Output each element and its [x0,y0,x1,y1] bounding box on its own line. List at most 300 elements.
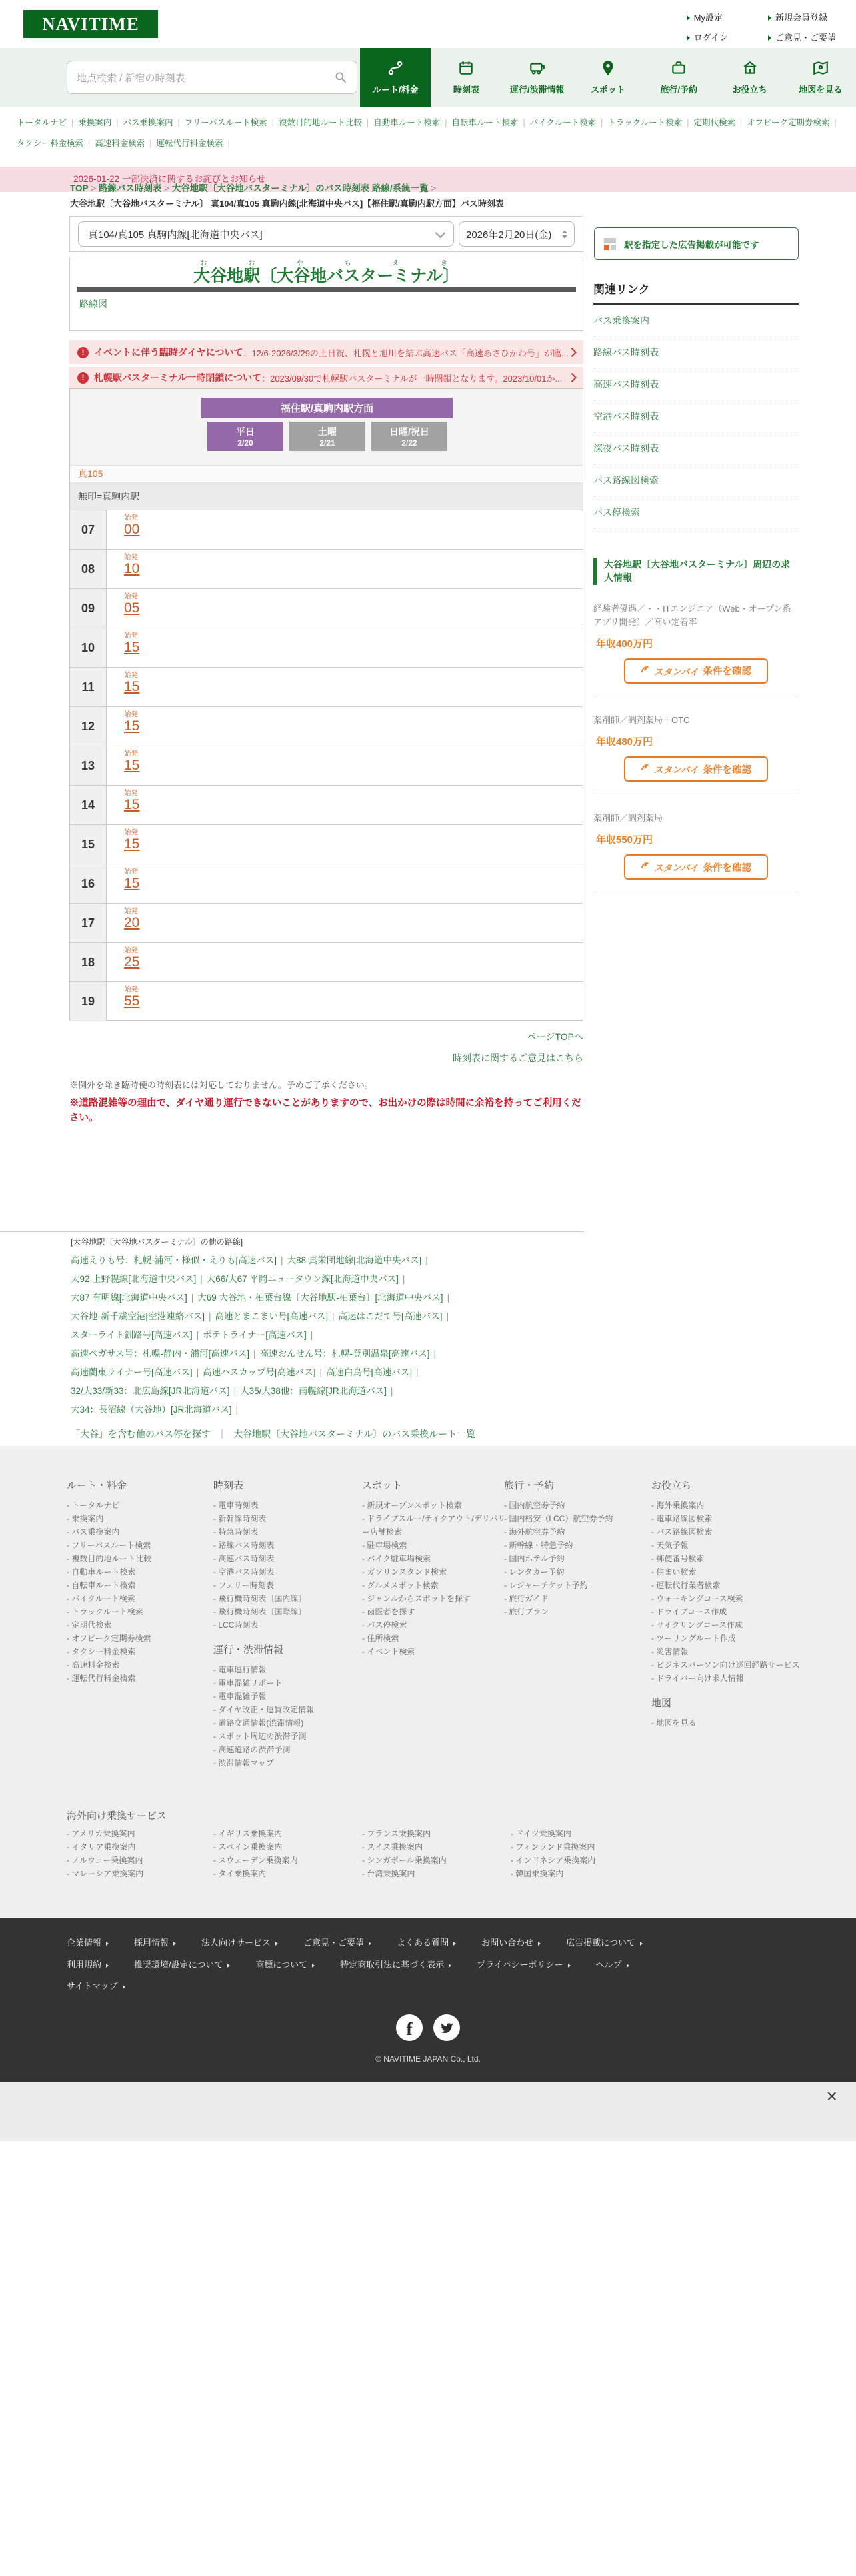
job-check-button[interactable] [624,756,768,782]
footer-link[interactable]: - 電車混雑リポート [213,1678,283,1688]
footer-link[interactable]: - 運転代行業者検索 [651,1581,721,1590]
other-route-line [71,1326,584,1345]
footer-link[interactable]: - グルメスポット検索 [362,1581,439,1590]
job-salary: 年収480万円 [596,736,653,748]
footer-link[interactable]: - 天気予報 [651,1541,689,1550]
corporate-link[interactable]: 広告掲載について [566,1936,643,1948]
overseas-link[interactable]: - マレーシア乗換案内 [67,1869,144,1878]
jobs-title: 大谷地駅〔大谷地バスターミナル〕周辺の求人情報 [593,558,799,585]
overseas-link[interactable]: - ノルウェー乗換案内 [67,1856,143,1865]
hour-label: 14 [70,786,107,824]
departure-minute-link[interactable]: 15 [124,640,140,656]
footer-link[interactable]: - バイクルート検索 [67,1594,135,1603]
footer-link[interactable]: - 駐車場検索 [362,1541,407,1550]
close-icon[interactable]: × [826,2086,837,2106]
footer-link[interactable]: - バス停検索 [362,1620,407,1630]
related-link[interactable]: 深夜バス時刻表 [593,432,799,464]
footer-section-title: 運行・渋滞情報 [213,1644,284,1656]
divider-bar [77,287,576,292]
triangle-icon [453,1942,456,1946]
departure [124,710,139,746]
nav-tab-地図を見る[interactable]: 地図を見る [785,48,856,107]
nav-tab-スポット[interactable]: スポット [573,48,643,107]
subnav-link[interactable]: 乗換案内 [78,118,112,127]
page-top-link[interactable]: ページTOPへ [527,1031,583,1042]
footer-link[interactable]: - 高速バス時刻表 [213,1554,275,1563]
subnav-link[interactable]: 運転代行料金検索 [156,139,223,148]
corporate-link[interactable]: 推奨環境/設定について [134,1958,230,1970]
footer-link[interactable]: - 住所検索 [362,1634,399,1643]
other-route-link[interactable]: 大谷地-新千歳空港[空港連絡バス] [71,1311,205,1321]
overseas-link[interactable]: - 台湾乗換案内 [362,1869,415,1878]
departure-tag: 始発 [124,907,138,915]
header-link[interactable]: ログイン [687,31,728,43]
corporate-link[interactable]: ご意見・ご要望 [303,1936,371,1948]
breadcrumb-link[interactable]: 路線バス時刻表 [98,183,162,193]
footer-link[interactable]: - 乗換案内 [67,1514,104,1523]
related-link[interactable]: バス乗換案内 [593,305,799,336]
header-link[interactable]: 新規会員登録 [768,11,836,23]
alert-body: ：2023/09/30で札幌駅バスターミナルが一時閉鎖となります。2023/10/01か... [261,373,563,384]
route-icon [387,59,404,79]
minutes-cell [107,864,139,903]
footer-link[interactable]: - 運転代行料金検索 [67,1674,136,1683]
footer-column-route [67,1478,203,1685]
footer-link[interactable]: - バス乗換案内 [67,1527,120,1537]
corporate-link[interactable]: 採用情報 [134,1936,176,1948]
nav-tab-時刻表[interactable]: 時刻表 [431,48,501,107]
other-route-link[interactable]: 高速はこだて号[高速バス] [338,1311,443,1321]
notice-date: 2026-01-22 [73,174,120,184]
footer-link[interactable]: - トータルナビ [67,1501,120,1510]
departure-tag: 始発 [124,553,138,561]
timetable-row [70,825,583,864]
separator: | [209,1311,211,1321]
job-item [593,812,799,892]
departure-minute-link[interactable]: 15 [124,758,140,774]
overseas-link[interactable]: - スウェーデン乗換案内 [213,1856,298,1865]
other-route-link[interactable]: 32/大33/新33：北広島線[JR北海道バス] [71,1386,230,1396]
triangle-icon [173,1942,176,1946]
spinner-up-icon[interactable] [562,230,567,233]
subnav-link[interactable]: タクシー料金検索 [17,139,84,148]
other-route-link[interactable]: 大92 上野幌線[北海道中央バス] [71,1274,197,1284]
departure-minute-link[interactable]: 15 [124,679,140,695]
other-route-line [71,1251,584,1270]
footer-section-title: スポット [362,1480,403,1491]
departure-minute-link[interactable]: 05 [124,600,140,616]
footer-link[interactable]: - レジャーチケット予約 [504,1581,588,1590]
footer-link[interactable]: - 新幹線・特急予約 [504,1541,573,1550]
other-route-link[interactable]: 高速えりも号：札幌-浦河・様似・えりも[高速バス] [71,1255,277,1265]
day-tabs [207,422,447,451]
footer-link[interactable]: - 電車時刻表 [213,1501,259,1510]
footer-link[interactable]: - LCC時刻表 [213,1620,259,1630]
footer-link[interactable]: - 定期代検索 [67,1620,112,1630]
separator: | [447,1293,450,1303]
footer-column-useful [651,1478,808,1730]
route-map-link[interactable]: 路線図 [79,299,107,309]
timetable-row [70,864,583,904]
overseas-link[interactable]: - フィンランド乗換案内 [511,1842,595,1852]
separator: | [71,118,74,127]
separator: | [200,1274,203,1284]
other-route-link[interactable]: 高速おんせん号：札幌-登別温泉[高速バス] [259,1349,430,1359]
route-badge: 真105 [70,465,583,483]
footer-link[interactable]: - ジャンルからスポットを探す [362,1594,471,1603]
footer-link[interactable]: - 電車運行情報 [213,1665,267,1674]
separator: | [191,1293,194,1303]
footer-link[interactable]: - スポット周辺の渋滞予測 [213,1732,307,1741]
alert-banner[interactable] [69,367,583,388]
related-link[interactable]: バス停検索 [593,496,799,528]
departure-minute-link[interactable]: 20 [124,915,140,931]
social-icons [0,2014,856,2041]
search-input[interactable] [67,61,357,94]
date-spinner[interactable] [562,230,567,239]
related-link[interactable]: 空港バス時刻表 [593,400,799,432]
station-title-box [69,257,583,331]
corporate-link[interactable]: サイトマップ [67,1979,125,1992]
hour-label: 09 [70,589,107,628]
subnav-link[interactable]: 複数目的地ルート比較 [278,118,362,127]
notes [69,1078,583,1126]
footer-link[interactable]: - 自動車ルート検索 [67,1567,136,1577]
overseas-link[interactable]: - インドネシア乗換案内 [511,1856,596,1865]
sidebar [593,280,799,892]
footer-link[interactable]: - 空港バス時刻表 [213,1567,275,1577]
footer-link[interactable]: - ガソリンスタンド検索 [362,1567,447,1577]
departure [124,632,139,667]
departure-tag: 始発 [124,789,138,797]
separator: | [366,118,369,127]
footer-link[interactable]: - 旅行プラン [504,1607,549,1616]
timetable-legend: 無印=真駒内駅 [70,483,583,510]
footer-link[interactable]: - イベント検索 [362,1647,415,1656]
footer-link[interactable]: - 国内航空券予約 [504,1501,565,1510]
travel-icon [670,59,687,79]
job-brand-logo: スタンバイ [653,666,699,677]
other-route-link[interactable]: 高速とまこまい号[高速バス] [215,1311,329,1321]
exclamation-icon: ! [77,372,89,384]
subnav-row-2 [17,137,856,149]
departure [124,907,139,942]
overseas-link[interactable]: - スイス乗換案内 [362,1842,423,1852]
footer-section-title: 旅行・予約 [504,1480,555,1491]
corporate-link[interactable]: 企業情報 [67,1936,109,1948]
overseas-link[interactable]: - シンガポール乗換案内 [362,1856,447,1865]
departure-minute-link[interactable]: 15 [124,876,140,892]
footer-link[interactable]: - バス路線図検索 [651,1527,713,1537]
departure-tag: 始発 [124,828,138,836]
hour-label: 18 [70,943,107,981]
footer-link[interactable]: - 特急時刻表 [213,1527,259,1537]
other-route-link[interactable]: スターライト釧路号[高速バス] [71,1330,193,1340]
bus-stop-search-link[interactable]: 大谷地駅〔大谷地バスターミナル〕のバス乗換ルート一覧 [233,1429,476,1439]
footer-link[interactable]: - フリーパスルート検索 [67,1541,151,1550]
footer-link[interactable]: - ダイヤ改正・運賃改定情報 [213,1705,315,1714]
navitime-logo[interactable]: NAVITIME [23,10,158,38]
corporate-link[interactable]: 特定商取引法に基づく表示 [340,1958,451,1970]
separator: | [227,139,230,148]
other-route-link[interactable]: 高速白鳥号[高速バス] [326,1367,413,1377]
footer-link[interactable]: - タクシー料金検索 [67,1647,136,1656]
footer-link[interactable]: - サイクリングコース作成 [651,1620,743,1630]
footer-link[interactable]: - ビジネスパーソン向け巡回経路サービス [651,1660,800,1670]
footer-link[interactable]: - 海外乗換案内 [651,1501,705,1510]
minutes-cell [107,589,139,628]
nav-tab-ルート/料金[interactable]: ルート/料金 [360,48,431,107]
overseas-title: 海外向け乗換サービス [67,1810,167,1822]
overseas-link[interactable]: - フランス乗換案内 [362,1829,431,1838]
other-route-link[interactable]: 大35/大38他：南幌線[JR北海道バス] [240,1386,387,1396]
footer-section-title: 地図 [651,1698,672,1709]
hour-label: 19 [70,982,107,1021]
footer-link[interactable]: - 新規オープンスポット検索 [362,1501,462,1510]
subnav-link[interactable]: バイクルート検索 [529,118,597,127]
overseas-link[interactable]: - タイ乗換案内 [213,1869,267,1878]
departure-minute-link[interactable]: 15 [124,797,140,813]
separator: | [445,118,447,127]
twitter-icon[interactable] [433,2014,460,2041]
overseas-link[interactable]: - ドイツ乗換案内 [511,1829,571,1838]
subnav-link[interactable]: 定期代検索 [693,118,736,127]
timetable-row [70,628,583,668]
subnav-link[interactable]: フリーパスルート検索 [184,118,267,127]
footer-link[interactable]: - バイク駐車場検索 [362,1554,431,1563]
footer-link[interactable]: - 新幹線時刻表 [213,1514,267,1523]
related-links-title: 関連リンク [593,280,799,305]
footer-link[interactable]: - 道路交通情報(渋滞情報) [213,1718,304,1728]
footer-link[interactable]: - ドライバー向け求人情報 [651,1674,744,1683]
footer-link[interactable]: - 郵便番号検索 [651,1554,705,1563]
departure [124,553,139,588]
triangle-icon [627,1964,629,1968]
subnav-link[interactable]: トラックルート検索 [607,118,683,127]
corporate-link[interactable]: 法人向けサービス [201,1936,278,1948]
other-route-line [71,1289,584,1307]
footer-link[interactable]: - 住まい検索 [651,1567,697,1577]
subnav-link[interactable]: オフピーク定期券検索 [747,118,830,127]
triangle-icon [312,1964,315,1968]
timetable-row [70,668,583,707]
footer-link[interactable]: - トラックルート検索 [67,1607,143,1616]
spinner-down-icon[interactable] [562,235,567,239]
overseas-link[interactable]: - アメリカ乗換案内 [67,1829,135,1838]
footer-section-title: ルート・料金 [67,1480,127,1491]
subnav-link[interactable]: バス乗換案内 [123,118,173,127]
departure-tag: 始発 [124,671,138,679]
other-route-link[interactable]: 大88 真栄団地線[北海道中央バス] [287,1255,422,1265]
other-route-link[interactable]: 大87 有明線[北海道中央バス] [71,1293,187,1303]
ad-grid-icon [603,237,617,251]
footer-link[interactable]: - 災害情報 [651,1647,689,1656]
corporate-link[interactable]: お問い合わせ [481,1936,541,1948]
job-button-label: 条件を確認 [703,862,752,874]
day-tab-平日[interactable]: 平日 2/20 [207,422,283,451]
footer-link[interactable]: - フェリー時刻表 [213,1581,274,1590]
nav-tab-旅行/予約[interactable]: 旅行/予約 [643,48,714,107]
other-route-link[interactable]: 高速ペガサス号：札幌-静内・浦河[高速バス] [71,1349,249,1359]
corporate-link[interactable]: よくある質問 [397,1936,456,1948]
hour-label: 13 [70,746,107,785]
pen-icon [641,665,649,677]
footer-link[interactable]: - 電車混雑予報 [213,1692,267,1701]
departure-minute-link[interactable]: 55 [124,993,140,1009]
note-red: ※道路混雑等の理由で、ダイヤ通り運行できないことがありますので、お出かけの際は時間に余裕を持ってご利用ください。 [69,1098,581,1123]
departure [124,671,139,706]
job-button-label: 条件を確認 [703,666,752,678]
departure-minute-link[interactable]: 15 [124,718,140,734]
site-footer [0,1446,856,1918]
footer-link[interactable]: - 歯医者を探す [362,1607,415,1616]
minutes-cell [107,707,139,746]
footer-link[interactable]: - 飛行機時刻表〔国内線〕 [213,1594,307,1603]
triangle-icon [687,15,690,21]
footer-link[interactable]: - 地図を見る [651,1718,697,1728]
footer-link[interactable]: - 海外航空券予約 [504,1527,565,1537]
triangle-icon [568,1964,571,1968]
footer-link[interactable]: - ドライブコース作成 [651,1607,727,1616]
footer-link[interactable]: - ドライブスルー/テイクアウト/デリバリー店舗検索 [362,1514,506,1537]
route-select[interactable] [78,221,454,247]
separator: | [149,139,152,148]
footer-column-timetable [213,1478,350,1770]
corporate-link[interactable]: プライバシーポリシー [477,1958,570,1970]
station-ad-box[interactable] [594,227,799,260]
job-item [593,602,799,696]
footer-link[interactable]: - 高速道路の渋滞予測 [213,1745,291,1754]
day-tab-土曜[interactable]: 土曜 2/21 [289,422,365,451]
other-route-link[interactable]: 大34：長沼線（大谷地）[JR北海道バス] [71,1405,232,1415]
departure-minute-link[interactable]: 25 [124,954,140,970]
header [0,0,856,48]
other-route-line [71,1270,584,1289]
footer-link[interactable]: - レンタカー予約 [504,1567,565,1577]
timetable-row [70,746,583,786]
job-check-button[interactable] [624,658,768,684]
day-tab-日曜/祝日[interactable]: 日曜/祝日 2/22 [371,422,447,451]
triangle-icon [369,1942,371,1946]
useful-icon [741,59,759,79]
footer-link[interactable]: - 電車路線図検索 [651,1514,713,1523]
corporate-link[interactable]: ヘルプ [596,1958,629,1970]
departure [124,985,139,1021]
footer-link[interactable]: - オフピーク定期券検索 [67,1634,151,1643]
ad-banner-placeholder [0,2082,856,2141]
footer-link[interactable]: - 高速料金検索 [67,1660,120,1670]
facebook-icon[interactable]: f [396,2014,423,2041]
overseas-link[interactable]: - イギリス乗換案内 [213,1829,283,1838]
footer-link[interactable]: - ウォーキングコース検索 [651,1594,743,1603]
overseas-link[interactable]: - 韓国乗換案内 [511,1869,564,1878]
departure-tag: 始発 [124,514,138,522]
other-route-line [71,1363,584,1382]
other-route-link[interactable]: ポテトライナー[高速バス] [203,1330,307,1340]
overseas-link[interactable]: - イタリア乗換案内 [67,1842,136,1852]
timetable-feedback-link[interactable]: 時刻表に関するご意見はこちら [453,1053,583,1063]
subnav-link[interactable]: 自転車ルート検索 [451,118,519,127]
separator: | [196,1330,199,1340]
chevron-right-icon [567,373,577,382]
footer-link[interactable]: - 旅行ガイド [504,1594,549,1603]
footer-link[interactable]: - 国内格安（LCC）航空券予約 [504,1514,613,1523]
breadcrumb-link[interactable]: 大谷地駅〔大谷地バスターミナル〕のバス時刻表 路線/系統一覧 [171,183,429,193]
other-route-link[interactable]: 大69 大谷地・柏葉台線〔大谷地駅-柏葉台〕[北海道中央バス] [197,1293,443,1303]
footer-link[interactable]: - 路線バス時刻表 [213,1541,275,1550]
separator: | [177,118,180,127]
footer-link[interactable]: - 自転車ルート検索 [67,1581,136,1590]
departure-minute-link[interactable]: 00 [124,522,140,538]
separator: | [390,1386,393,1396]
subnav-link[interactable]: 自動車ルート検索 [373,118,441,127]
pen-icon [641,861,649,873]
minutes-cell [107,668,139,706]
direction-header: 福住駅/真駒内駅方面 [201,398,453,418]
separator: | [687,118,689,127]
subnav-link[interactable]: トータルナビ [17,118,67,127]
job-title: 薬剤師／調剤薬局 [593,813,663,824]
job-salary: 年収400万円 [596,638,653,650]
header-link[interactable]: ご意見・ご要望 [768,31,836,43]
footer-column-spot [362,1478,509,1658]
separator: | [416,1367,419,1377]
nav-tab-運行/渋滞情報[interactable]: 運行/渋滞情報 [502,48,573,107]
separator: | [253,1349,256,1359]
notice-label[interactable]: 一部決済に関するお詫びとお知らせ [121,174,266,184]
related-link[interactable]: 高速バス時刻表 [593,368,799,400]
subnav-link[interactable]: 高速料金検索 [95,139,145,148]
date-input[interactable] [459,221,575,247]
header-link[interactable]: My設定 [687,11,728,23]
job-brand-logo: スタンバイ [653,863,699,874]
other-route-link[interactable]: 大66/大67 平岡ニュータウン線[北海道中央バス] [206,1274,399,1284]
departure-minute-link[interactable]: 10 [124,561,140,577]
breadcrumb-link[interactable]: TOP [70,183,89,193]
departure-tag: 始発 [124,632,138,640]
header-top-links [687,11,836,43]
footer-link[interactable]: - ツーリングルート作成 [651,1634,736,1643]
separator: | [116,118,119,127]
pen-icon [641,763,649,775]
jobs-block [593,558,799,892]
bus-stop-search-link[interactable]: 「大谷」を含む他のバス停を探す [71,1429,211,1439]
nav-tab-お役立ち[interactable]: お役立ち [714,48,785,107]
hour-label: 11 [70,668,107,706]
timetable-rows [70,510,583,1021]
footer-link[interactable]: - 複数目的地ルート比較 [67,1554,152,1563]
corporate-link[interactable]: 利用規約 [67,1958,109,1970]
departure-tag: 始発 [124,985,138,993]
footer-link[interactable]: - 国内ホテル予約 [504,1554,565,1563]
overseas-link[interactable]: - スペイン乗換案内 [213,1842,283,1852]
departure-tag: 始発 [124,750,138,758]
alert-banner[interactable] [69,340,583,364]
related-link[interactable]: バス路線図検索 [593,464,799,496]
job-check-button[interactable] [624,854,768,880]
overseas-column [67,1827,207,1880]
footer-link[interactable]: - 飛行機時刻表〔国際線〕 [213,1607,307,1616]
departure-tag: 始発 [124,868,138,876]
departure-minute-link[interactable]: 15 [124,836,140,852]
route-selector-panel [69,216,583,252]
related-link[interactable]: 路線バス時刻表 [593,336,799,368]
timetable-header [70,389,583,465]
other-route-link[interactable]: 高速蘭東ライナー号[高速バス] [71,1367,193,1377]
other-route-link[interactable]: 高速ハスカップ号[高速バス] [203,1367,316,1377]
corporate-link[interactable]: 商標について [255,1958,315,1970]
footer-link[interactable]: - 渋滞情報マップ [213,1758,274,1768]
